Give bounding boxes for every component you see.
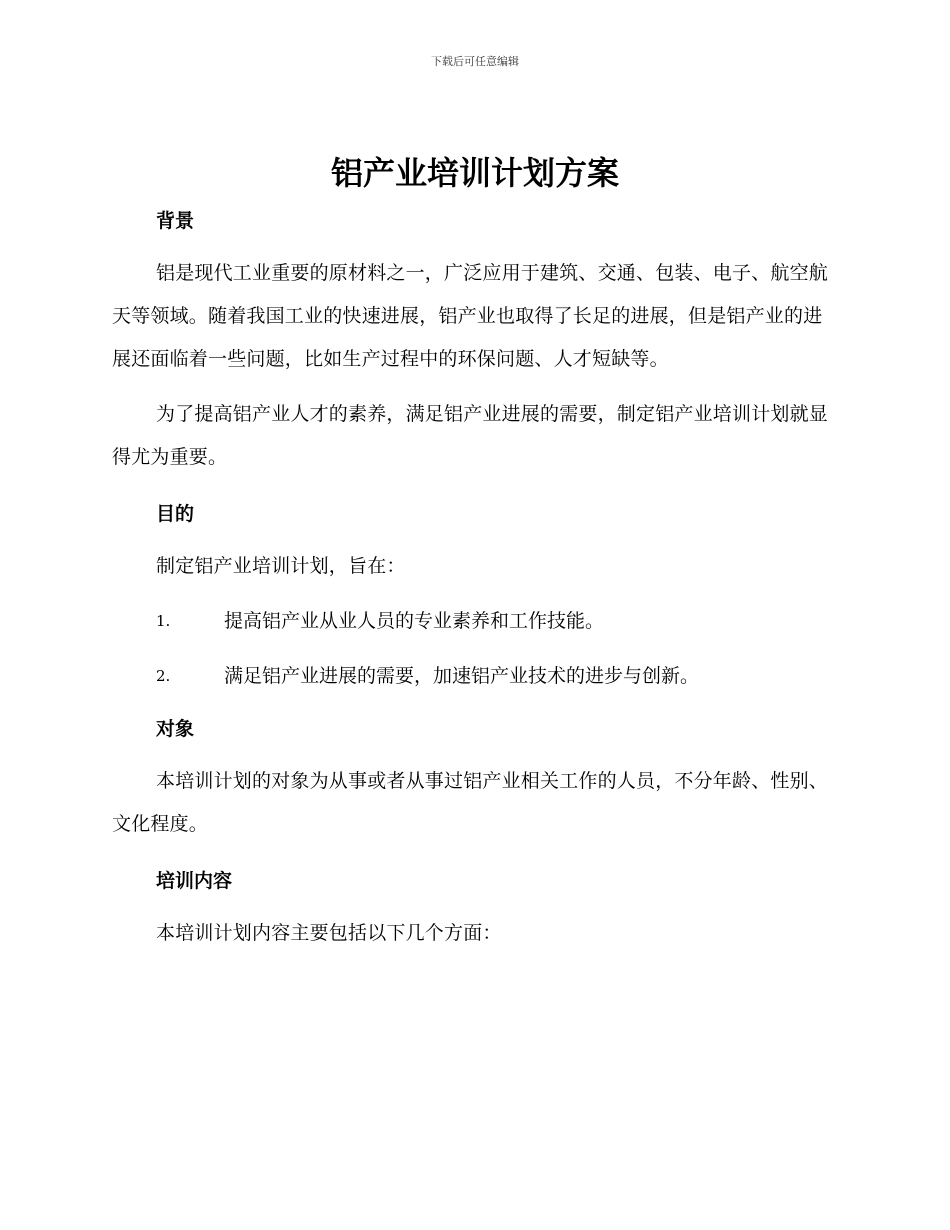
list-item-number: 1.: [156, 612, 171, 630]
section-heading-purpose: 目的: [156, 503, 195, 525]
purpose-intro: 制定铝产业培训计划，旨在：: [156, 555, 406, 577]
list-item-text: 提高铝产业从业人员的专业素养和工作技能。: [224, 610, 605, 632]
purpose-list: [112, 600, 834, 698]
section-heading-background: 背景: [156, 210, 195, 232]
list-item-text: 满足铝产业进展的需要，加速铝产业技术的进步与创新。: [224, 665, 700, 687]
list-item: [112, 655, 834, 698]
document-body: [112, 202, 834, 955]
list-item: [112, 600, 834, 643]
document-title: 铝产业培训计划方案: [330, 154, 619, 192]
background-paragraph-2: 为了提高铝产业人才的素养，满足铝产业进展的需要，制定铝产业培训计划就显得尤为重要。: [112, 403, 829, 468]
header-note: 下载后可任意编辑: [431, 55, 519, 68]
audience-paragraph: 本培训计划的对象为从事或者从事过铝产业相关工作的人员，不分年龄、性别、文化程度。: [112, 770, 829, 835]
section-heading-training-content: 培训内容: [156, 870, 233, 892]
list-item-number: 2.: [156, 667, 171, 685]
section-heading-audience: 对象: [156, 718, 195, 740]
background-paragraph-1: 铝是现代工业重要的原材料之一，广泛应用于建筑、交通、包装、电子、航空航天等领域。随着我国工业的快速进展，铝产业也取得了长足的进展，但是铝产业的进展还面临着一些问题，比如生产过程中的环保问题、人才短缺等。: [112, 262, 829, 370]
training-content-paragraph: 本培训计划内容主要包括以下几个方面：: [156, 922, 502, 944]
